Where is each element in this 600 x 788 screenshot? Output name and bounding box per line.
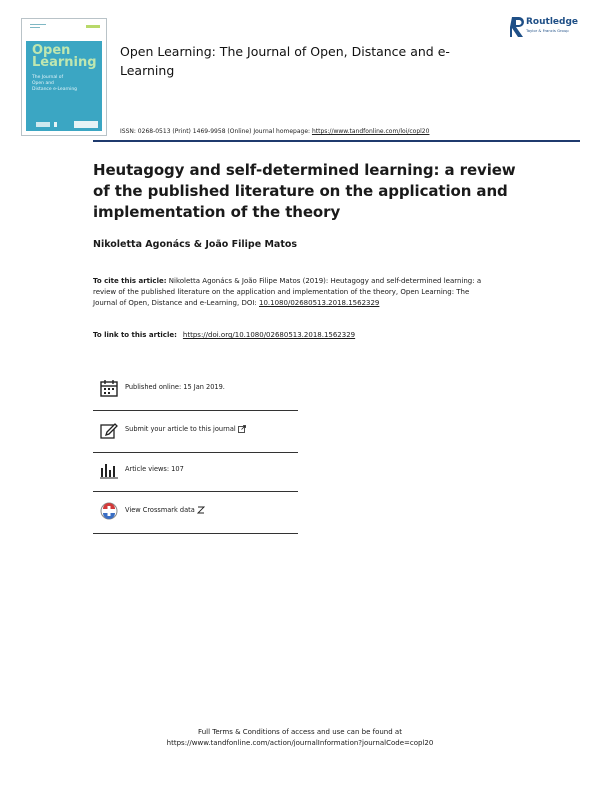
article-link-label: To link to this article: <box>93 331 177 339</box>
cover-title-line: Open <box>32 43 71 58</box>
citation-block <box>93 276 493 309</box>
cover-title-line: Learning <box>32 55 97 70</box>
publisher-name: Routledge <box>526 17 579 27</box>
footer-terms-text: Full Terms & Conditions of access and use can be found at <box>198 728 402 736</box>
article-title: Heutagogy and self-determined learning: a review of the published literature on the application and implementation of the theory <box>93 161 516 221</box>
issn-text: ISSN: 0268-0513 (Print) 1469-9958 (Online) Journal homepage: <box>120 128 312 135</box>
cover-decoration <box>86 25 100 28</box>
views-row <box>93 452 298 490</box>
article-link-line <box>93 331 355 339</box>
issn-line <box>120 128 429 135</box>
citation-label: To cite this article: <box>93 277 167 285</box>
crossmark-row[interactable] <box>93 493 298 531</box>
article-authors: Nikoletta Agonács & João Filipe Matos <box>93 239 298 250</box>
external-link-icon <box>238 425 246 433</box>
calendar-icon <box>100 379 118 397</box>
submit-article-label: Submit your article to this journal <box>125 425 236 433</box>
info-divider <box>93 410 298 411</box>
cover-publisher-logo <box>74 121 98 128</box>
footer-terms-link[interactable]: https://www.tandfonline.com/action/journalInformation?journalCode=copl20 <box>166 739 434 747</box>
article-views: Article views: 107 <box>125 465 184 473</box>
journal-title: Open Learning: The Journal of Open, Distance and e-Learning <box>120 44 450 78</box>
article-doi-link[interactable]: https://doi.org/10.1080/02680513.2018.1562329 <box>182 331 356 339</box>
cover-decoration <box>54 122 57 127</box>
crossmark-link[interactable] <box>125 506 205 514</box>
header-divider <box>93 140 580 142</box>
submit-article-link[interactable] <box>125 425 246 433</box>
bar-chart-icon <box>100 461 118 479</box>
cover-subtitle <box>32 75 77 93</box>
citation-text: Nikoletta Agonács & João Filipe Matos (2019): Heutagogy and self-determined learning: a review of the published literature on the application and implementation of the theory, Open Learning: The Journal of Open, Distance and e-Learning, DOI: <box>93 277 482 307</box>
journal-cover <box>21 18 107 136</box>
submit-row[interactable] <box>93 412 298 450</box>
crossmark-small-icon <box>197 506 205 514</box>
cover-decoration <box>30 27 40 28</box>
info-divider <box>93 491 298 492</box>
publisher-tagline: Taylor & Francis Group <box>526 28 569 33</box>
info-divider <box>93 533 298 534</box>
cover-subtitle-line: Distance e-Learning <box>32 87 78 92</box>
crossmark-label: View Crossmark data <box>125 506 195 514</box>
footer <box>0 727 600 749</box>
cover-subtitle-line: Open and <box>32 81 54 86</box>
published-row <box>93 370 298 408</box>
cover-subtitle-line: The Journal of <box>32 75 64 80</box>
published-date: Published online: 15 Jan 2019. <box>125 383 225 391</box>
journal-homepage-link[interactable]: https://www.tandfonline.com/loi/copl20 <box>311 128 430 135</box>
cover-title <box>32 45 97 69</box>
crossmark-icon <box>100 502 118 520</box>
cover-decoration <box>30 24 46 25</box>
cover-decoration <box>36 122 50 127</box>
edit-icon <box>100 421 118 439</box>
citation-doi-link[interactable]: 10.1080/02680513.2018.1562329 <box>259 299 380 307</box>
